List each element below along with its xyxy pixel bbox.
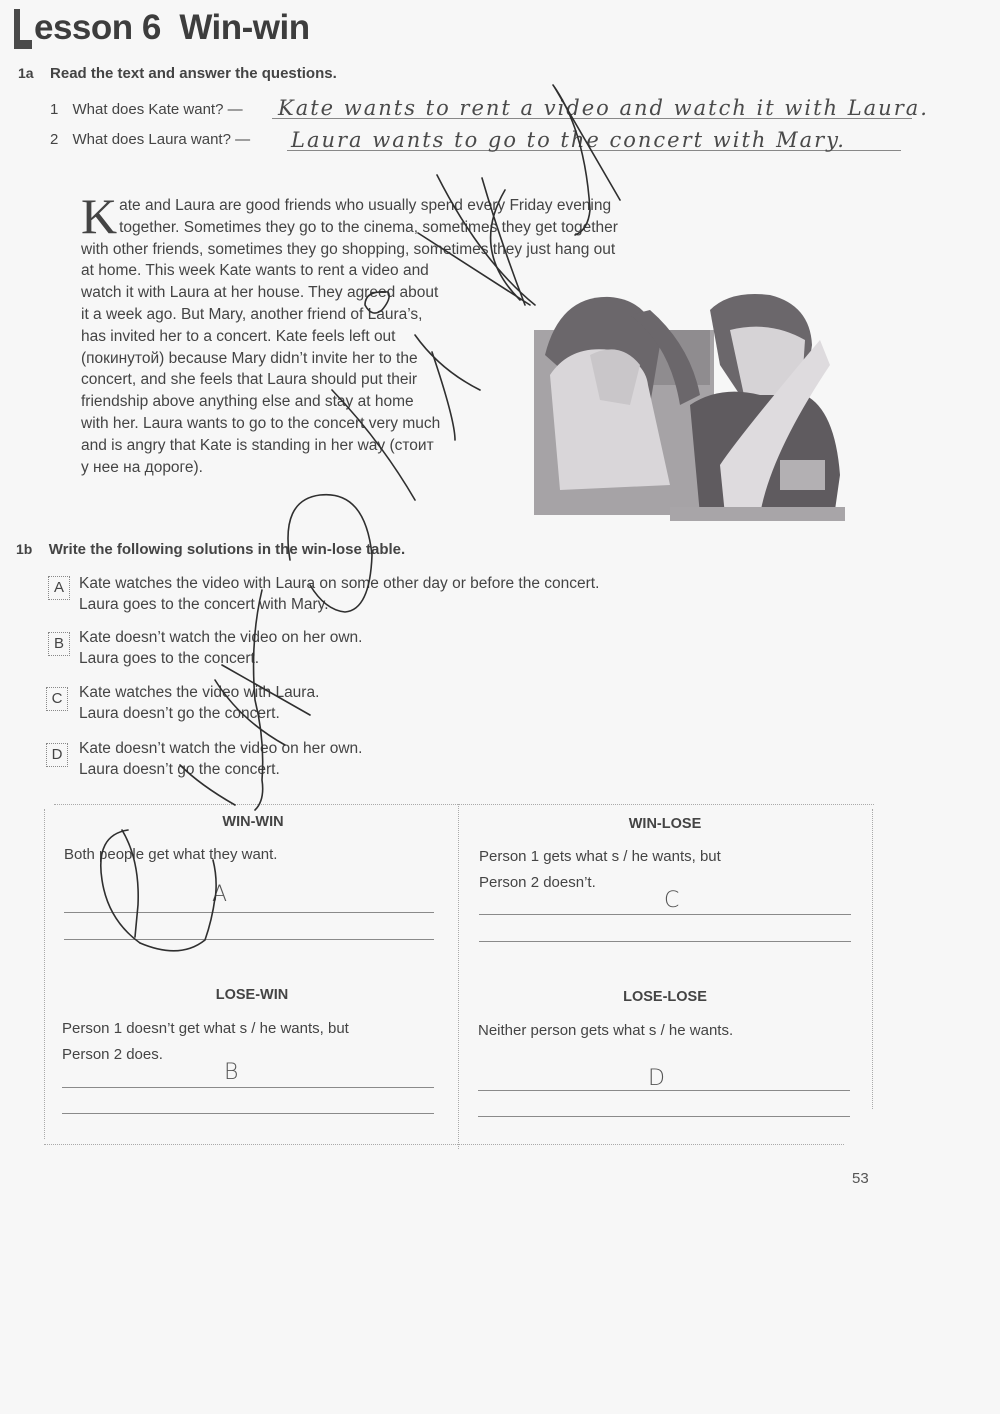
answer-line[interactable] bbox=[479, 941, 851, 942]
cell-description-line-2: Person 2 doesn’t. bbox=[479, 874, 596, 891]
exercise-number: 1a bbox=[18, 65, 34, 81]
question-text: What does Laura want? — bbox=[72, 131, 251, 148]
answer-line[interactable] bbox=[62, 1113, 434, 1114]
reading-line: watch it with Laura at her house. They agreed about bbox=[81, 284, 439, 302]
cell-lose-win bbox=[44, 974, 458, 1144]
title-lesson: esson 6 bbox=[34, 8, 161, 47]
photo-graphic bbox=[530, 285, 848, 528]
question-text: What does Kate want? — bbox=[72, 101, 243, 118]
answer-line[interactable] bbox=[478, 1090, 850, 1091]
drop-cap: K bbox=[81, 188, 118, 244]
answer-line[interactable] bbox=[478, 1116, 850, 1117]
answer-line[interactable] bbox=[62, 1087, 434, 1088]
cell-lose-lose bbox=[460, 974, 874, 1144]
exercise-instruction: Read the text and answer the questions. bbox=[50, 65, 337, 82]
handwritten-letter: A bbox=[212, 882, 228, 907]
option-line-2: Laura goes to the concert. bbox=[79, 650, 260, 667]
reading-line: together. Sometimes they go to the cinema, sometimes they get together bbox=[119, 218, 618, 236]
exercise-1a-header bbox=[18, 65, 337, 83]
reading-line: with her. Laura wants to go to the concert very much bbox=[81, 414, 441, 432]
reading-line: у нее на дороге). bbox=[81, 458, 203, 476]
win-lose-table bbox=[44, 804, 874, 1149]
cell-description: Neither person gets what s / he wants. bbox=[478, 1022, 734, 1039]
option-line-2: Laura goes to the concert with Mary. bbox=[79, 596, 329, 613]
exercise-number: 1b bbox=[16, 541, 33, 557]
lesson-title bbox=[14, 8, 310, 49]
cell-description: Both people get what they want. bbox=[64, 846, 278, 863]
handwritten-answer-2: Laura wants to go to the concert with Mary. bbox=[291, 128, 846, 152]
cell-heading: WIN-WIN bbox=[222, 814, 284, 830]
cell-heading: WIN-LOSE bbox=[628, 816, 702, 832]
answer-line[interactable] bbox=[64, 939, 434, 940]
answer-field-2[interactable] bbox=[287, 124, 901, 151]
option-line-1: Kate watches the video with Laura on some other day or before the concert. bbox=[79, 575, 600, 592]
handwritten-letter: C bbox=[664, 888, 680, 913]
illustration-two-girls bbox=[530, 285, 848, 528]
exercise-1b-header bbox=[16, 541, 405, 559]
option-line-2: Laura doesn’t go the concert. bbox=[79, 761, 280, 778]
title-topic: Win-win bbox=[179, 8, 310, 47]
handwritten-letter: D bbox=[648, 1066, 665, 1091]
cell-heading: LOSE-LOSE bbox=[623, 989, 707, 1005]
reading-line: at home. This week Kate wants to rent a video and bbox=[81, 262, 429, 280]
cell-win-lose bbox=[460, 804, 874, 974]
question-1 bbox=[50, 101, 243, 118]
reading-line: it a week ago. But Mary, another friend of Laura’s, bbox=[81, 305, 423, 323]
answer-line[interactable] bbox=[64, 912, 434, 913]
reading-line: with other friends, sometimes they go shopping, sometimes they just hang out bbox=[81, 240, 616, 258]
reading-line: concert, and she feels that Laura should put their bbox=[81, 371, 418, 389]
reading-line: ate and Laura are good friends who usually spend every Friday evening bbox=[119, 197, 612, 214]
question-number: 2 bbox=[50, 131, 59, 148]
table-border-bottom bbox=[44, 1144, 844, 1145]
cell-heading: LOSE-WIN bbox=[215, 987, 289, 1003]
answer-field-1[interactable] bbox=[272, 92, 929, 120]
reading-line: friendship above anything else and stay at home bbox=[81, 393, 414, 411]
option-letter-box: A bbox=[48, 576, 70, 600]
cell-description-line-1: Person 1 doesn’t get what s / he wants, but bbox=[62, 1020, 349, 1037]
option-line-1: Kate doesn’t watch the video on her own. bbox=[79, 740, 363, 757]
option-letter-box: D bbox=[46, 743, 68, 767]
table-divider bbox=[458, 804, 459, 1149]
title-drop-letter bbox=[14, 9, 32, 49]
exercise-instruction: Write the following solutions in the win-lose table. bbox=[48, 541, 406, 558]
cell-win-win bbox=[44, 804, 458, 974]
question-2 bbox=[50, 131, 250, 148]
question-number: 1 bbox=[50, 101, 59, 118]
handwritten-letter: B bbox=[224, 1060, 239, 1085]
handwritten-answer-1: Kate wants to rent a video and watch it with Laura. bbox=[278, 96, 929, 120]
reading-line: and is angry that Kate is standing in her way (стоит bbox=[81, 436, 434, 454]
reading-line: (покинутой) because Mary didn’t invite her to the bbox=[81, 349, 418, 367]
option-letter-box: B bbox=[48, 632, 70, 656]
option-line-1: Kate watches the video with Laura. bbox=[79, 684, 320, 701]
reading-line: has invited her to a concert. Kate feels left out bbox=[81, 327, 396, 345]
option-line-2: Laura doesn’t go the concert. bbox=[79, 705, 280, 722]
option-line-1: Kate doesn’t watch the video on her own. bbox=[79, 629, 363, 646]
cell-description-line-1: Person 1 gets what s / he wants, but bbox=[479, 848, 721, 865]
answer-line[interactable] bbox=[479, 914, 851, 915]
option-letter-box: C bbox=[46, 687, 68, 711]
cell-description-line-2: Person 2 does. bbox=[62, 1046, 163, 1063]
page-number: 53 bbox=[852, 1170, 869, 1187]
